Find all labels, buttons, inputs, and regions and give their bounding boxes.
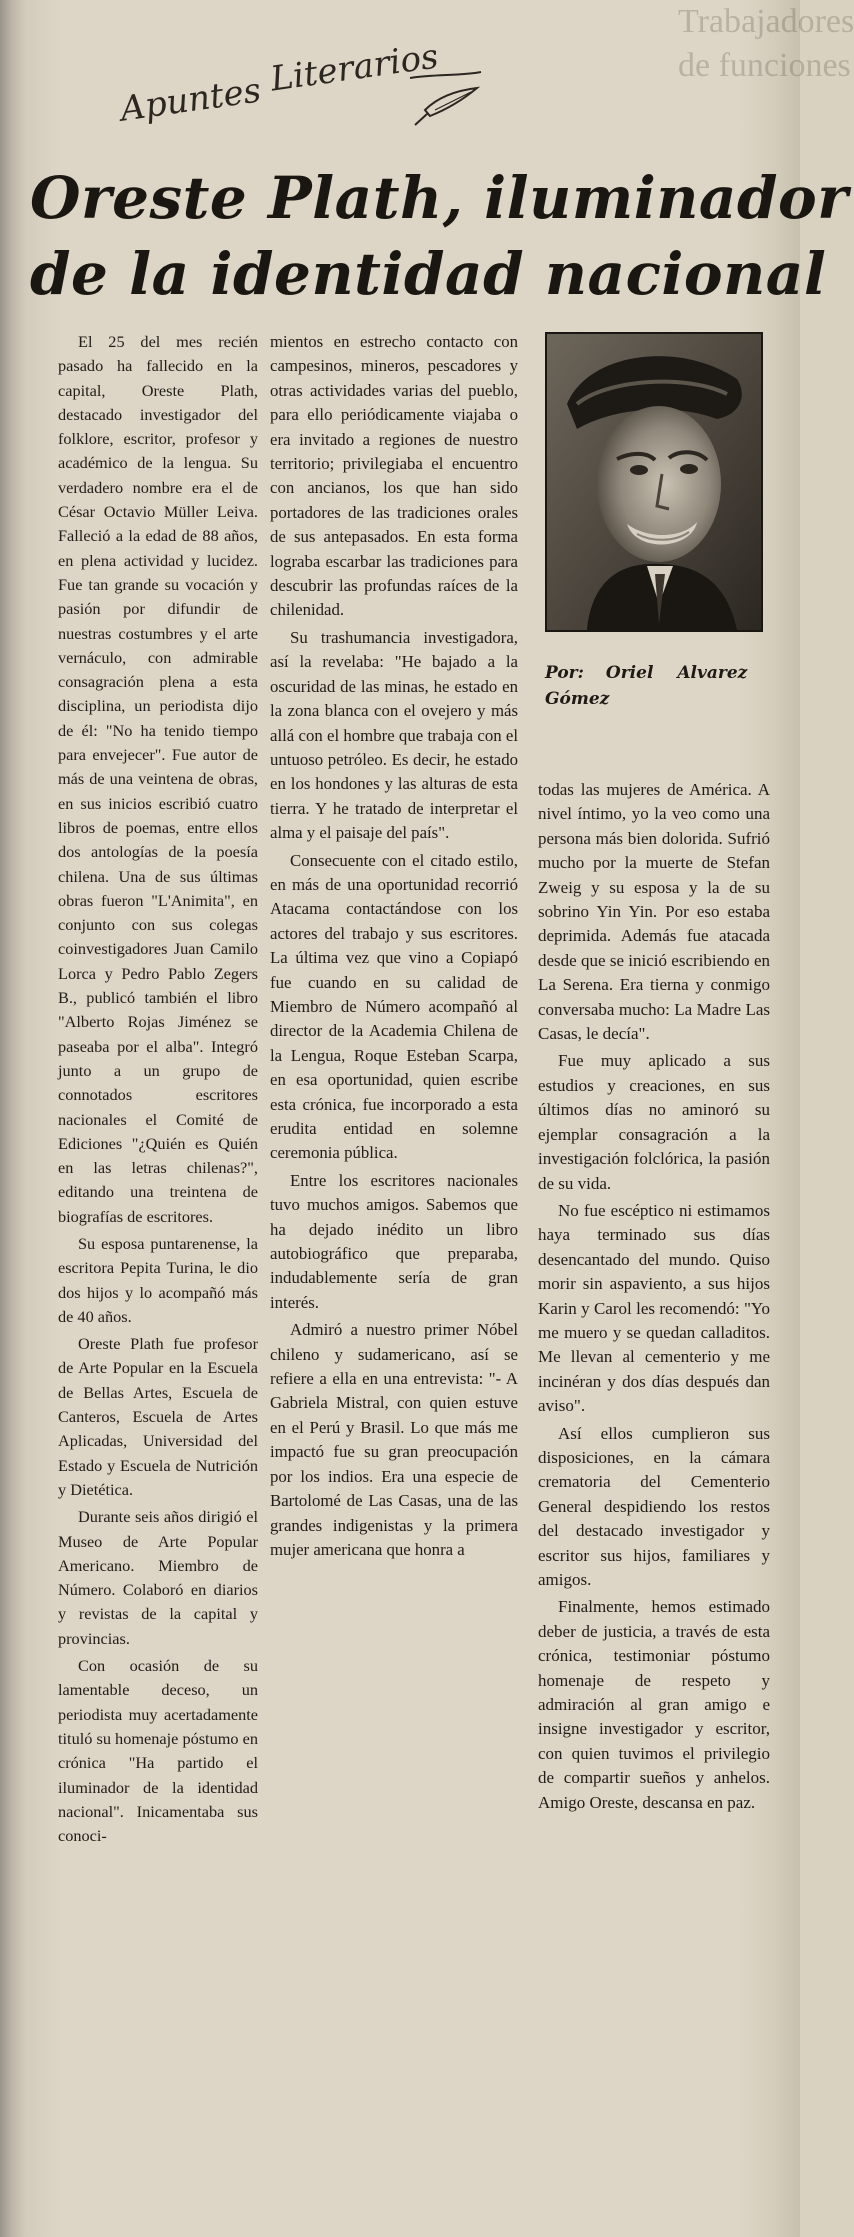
quill-icon <box>405 70 485 130</box>
paragraph: Con ocasión de su lamentable deceso, un periodista muy acertadamente tituló su homenaje póstumo en crónica "Ha partido el iluminador de la identidad nacional". Inicamentaba sus conoci- <box>58 1656 258 1846</box>
paragraph: Su esposa puntarenense, la escritora Pepita Turina, le dio dos hijos y lo acompañó más de 40 años. <box>58 1233 258 1326</box>
paragraph: Así ellos cumplieron sus disposiciones, en la cámara crematoria del Cementerio General despidiendo los restos del destacado investigador y escritor sus hijos, familiares y amigos. <box>538 1423 770 1589</box>
article-column-3 <box>538 778 770 1818</box>
paragraph: El 25 del mes recién pasado ha fallecido en la capital, Oreste Plath, destacado investigador del folklore, escritor, profesor y académico de la lengua. Su verdadero nombre era el de César Octavio Müller Leiva. Falleció a la edad de 88 años, en plena actividad y lucidez. Fue tan grande su vocación y pasión por difundir de nuestras costumbres y el arte vernáculo, con admirable consagración plena a esta disciplina, un periodista dijo de él: "No ha tenido tiempo para envejecer". Fue autor de más de una veintena de obras, en sus inicios escribió cuatro libros de poemas, entre ellos dos antologías de la poesía chilena. Una de sus últimas obras fueron "L'Animita", en conjunto con sus colegas coinvestigadores Juan Camilo Lorca y Pedro Pablo Zegers B., publicó también el libro "Alberto Rojas Jiménez se paseaba por el alba". Integró junto a un grupo de connotados escritores nacionales el Comité de Ediciones "¿Quién es Quién en las letras chilenas?", editando una treintena de biografías de escritores. <box>58 332 258 1226</box>
headline-line-1: Oreste Plath, iluminador <box>30 164 849 232</box>
section-word-apuntes: Apuntes <box>117 70 264 130</box>
paragraph: Entre los escritores nacionales tuvo muchos amigos. Sabemos que ha dejado inédito un libro autobiográfico que preparaba, indudablemente sería de gran interés. <box>270 1170 518 1312</box>
headline-line-2: de la identidad nacional <box>30 240 827 308</box>
paragraph: mientos en estrecho contacto con campesinos, mineros, pescadores y otras actividades varias del pueblo, para ello periódicamente viajaba o era invitado a regiones de nuestro territorio; privilegiaba el encuentro con ancianos, los que han sido portadores de las tradiciones orales de sus antepasados. En esta forma lograba escarbar las tradiciones para descubrir las profundas raíces de la chilenidad. <box>270 332 518 620</box>
byline-author: Oriel Alvarez Gómez <box>545 663 748 709</box>
paragraph: Fue muy aplicado a sus estudios y creaciones, en sus últimos días no aminoró su ejemplar consagración a la investigación folclórica, la pasión de su vida. <box>538 1051 770 1193</box>
paragraph: Durante seis años dirigió el Museo de Arte Popular Americano. Miembro de Número. Colaboró en diarios y revistas de la capital y provincias. <box>58 1507 258 1648</box>
paragraph: Consecuente con el citado estilo, en más de una oportunidad recorrió Atacama contactándose con los actores del trabajo y sus escritores. La última vez que vino a Copiapó fue cuando en su calidad de Miembro de Número acompañó al director de la Academia Chilena de la Lengua, Roque Esteban Scarpa, en esa oportunidad, quien escribe esta crónica, fue incorporado a esta erudita entidad en solemne ceremonia pública. <box>270 850 518 1163</box>
bleed-line-1: Trabajadores <box>678 3 854 40</box>
headline <box>30 160 849 312</box>
section-word-literarios: Literarios <box>268 36 441 100</box>
paragraph: Admiró a nuestro primer Nóbel chileno y sudamericano, así se refiere a ella en una entrevista: "- A Gabriela Mistral, con quien estuve en el Perú y Brasil. Lo que más me impactó fue su gran preocupación por los indios. Era una especie de Bartolomé de Las Casas, una de las grandes indigenistas y la primera mujer americana que honra a <box>270 1320 518 1559</box>
portrait-photo <box>545 332 763 632</box>
paragraph: Oreste Plath fue profesor de Arte Popular en la Escuela de Bellas Artes, Escuela de Canteros, Escuela de Artes Aplicadas, Universidad del Estado y Escuela de Nutrición y Dietética. <box>58 1334 258 1499</box>
section-header <box>110 30 490 130</box>
byline-prefix: Por: <box>545 663 584 683</box>
article-column-1 <box>58 330 258 1851</box>
byline <box>545 660 770 712</box>
paragraph: todas las mujeres de América. A nivel íntimo, yo la veo como una persona más bien dolorida. Sufrió mucho por la muerte de Stefan Zweig y su esposa y la de su sobrino Yin Yin. Por eso estaba deprimida. Además fue atacada desde que se inició escribiendo en La Serena. Era tierna y conmigo conversaba mucho: La Madre Las Casas, le decía". <box>538 780 770 1044</box>
article-column-2 <box>270 330 518 1565</box>
paragraph: Su trashumancia investigadora, así la revelaba: "He bajado a la oscuridad de las minas, he estado en la zona blanca con el ovejero y más allá con el hombre que trabaja con el untuoso petróleo. Es decir, he estado en los hondones y las alturas de esta tierra. Y he tratado de interpretar el alma y el paisaje del país". <box>270 627 518 843</box>
portrait-illustration <box>547 334 761 630</box>
paragraph: Finalmente, hemos estimado deber de justicia, a través de esta crónica, testimoniar póstumo homenaje de respeto y admiración al gran amigo e insigne investigador y escritor, con quien tuvimos el privilegio de compartir sueños y anhelos. Amigo Oreste, descansa en paz. <box>538 1597 770 1812</box>
adjacent-column-bleed <box>660 0 854 160</box>
bleed-line-2: de funciones <box>678 47 851 84</box>
paragraph: No fue escéptico ni estimamos haya terminado sus días desencantado del mundo. Quiso morir sin aspaviento, a sus hijos Karin y Carol les recomendó: "Yo me muero y se quedan calladitos. Me llevan al cementerio y me incinéran y dos días después dan aviso". <box>538 1200 770 1416</box>
